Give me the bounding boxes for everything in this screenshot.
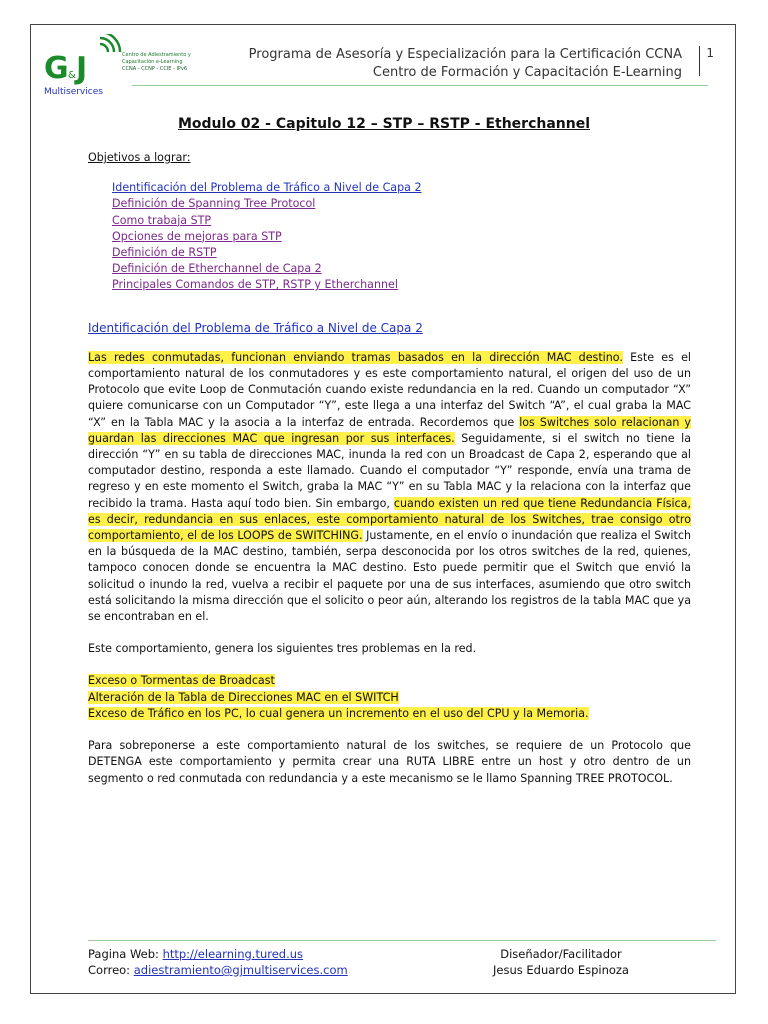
paragraph-text: Este es el comportamiento natural de los conmutadores y es este comportamiento natural, el origen del uso de un Protocolo que evite Loop de Conmutación cuando existe redundancia en la red. Cuando un computador “X” quiere comunicarse con un Computador “Y”, este llega a una interfaz del Switch “A”, el cual graba la MAC “X” en la Tabla MAC y la asocia a la interfaz de entrada. Recordemos que: [88, 350, 691, 429]
svg-text:J: J: [76, 51, 88, 86]
objectives-label: Objetivos a lograr:: [88, 151, 191, 164]
page-header: [42, 34, 722, 98]
problem-item: [88, 690, 691, 706]
footer-mail: [88, 962, 348, 978]
wifi-logo-icon: [42, 34, 132, 98]
author-role: Diseñador/Facilitador: [500, 947, 622, 961]
logo-caption-line: CCNA - CCNP - CCIE - IPv6: [122, 66, 188, 72]
author-name: Jesus Eduardo Espinoza: [493, 963, 629, 977]
section-heading: Identificación del Problema de Tráfico a Nivel de Capa 2: [88, 320, 423, 335]
footer-contact: [88, 946, 348, 978]
problem-list: [88, 673, 691, 722]
problem-item: [88, 706, 691, 722]
toc-link[interactable]: Definición de RSTP: [112, 246, 217, 260]
document-body: [88, 150, 691, 803]
header-title-line-2: Centro de Formación y Capacitación E-Learning: [372, 65, 682, 80]
highlight: cuando existen un red que tiene Redundancia Física, es decir, redundancia en sus enlaces, este comportamiento natural de los Switches, trae consigo otro comportamiento, el de los LOOPS de SWITCHING.: [88, 496, 691, 543]
toc-link[interactable]: Definición de Spanning Tree Protocol: [112, 197, 316, 211]
paragraph-2: Este comportamiento, genera los siguientes tres problemas en la red.: [88, 642, 477, 656]
page-number: 1: [699, 46, 714, 76]
toc-link[interactable]: Opciones de mejoras para STP: [112, 229, 282, 243]
paragraph-text: Seguidamente, si el switch no tiene la dirección “Y” en su tabla de direcciones MAC, inunda la red con un Broadcast de Capa 2, esperando que al computador destino, responda a este llamado. Cuando el computador “Y” responde, envía una trama de regreso y en este momento el Switch, graba la MAC “Y” en su Tabla MAC y la relaciona con la interfaz que recibido la trama. Hasta aquí todo bien. Sin embargo,: [88, 431, 691, 510]
logo-sub-text: Multiservices: [44, 87, 103, 97]
logo-caption-line: Centro de Adiestramiento y: [122, 52, 191, 58]
footer-web: [88, 946, 348, 962]
problem-text: Alteración de la Tabla de Direcciones MAC en el SWITCH: [88, 690, 399, 704]
toc-list: [88, 180, 691, 293]
toc-link[interactable]: Como trabaja STP: [112, 213, 212, 227]
toc-link[interactable]: Identificación del Problema de Tráfico a Nivel de Capa 2: [112, 181, 422, 195]
paragraph-1: [88, 350, 691, 625]
toc-link[interactable]: Principales Comandos de STP, RSTP y Etherchannel: [112, 278, 398, 292]
header-divider: [132, 85, 708, 86]
web-label: Pagina Web:: [88, 947, 159, 961]
highlight: los Switches solo relacionan y guardan las direcciones MAC que ingresan por sus interfaces.: [88, 415, 691, 445]
paragraph-3: Para sobreponerse a este comportamiento natural de los switches, se requiere de un Protocolo que DETENGA este comportamiento y permita crear una RUTA LIBRE entre un host y otro dentro de un segmento o red conmutada con redundancia y a este mecanismo se le llamo Spanning TREE PROTOCOL.: [88, 739, 691, 785]
header-title-line-1: Programa de Asesoría y Especialización para la Certificación CCNA: [248, 47, 682, 62]
logo-caption: [122, 52, 202, 73]
svg-text:G: G: [44, 51, 69, 86]
toc-link[interactable]: Definición de Etherchannel de Capa 2: [112, 262, 322, 276]
svg-text:&: &: [68, 70, 76, 81]
problem-item: [88, 673, 691, 689]
problem-text: Exceso o Tormentas de Broadcast: [88, 674, 275, 688]
logo-caption-line: Capacitación e-Learning: [122, 59, 183, 65]
highlight: Las redes conmutadas, funcionan enviando tramas basados en la dirección MAC destino.: [88, 350, 623, 364]
mail-link[interactable]: adiestramiento@gjmultiservices.com: [133, 963, 348, 977]
header-titles: [249, 46, 682, 82]
mail-label: Correo:: [88, 963, 131, 977]
problem-text: Exceso de Tráfico en los PC, lo cual genera un incremento en el uso del CPU y la Memoria.: [88, 706, 589, 720]
footer-divider: [88, 940, 716, 941]
web-link[interactable]: http://elearning.tured.us: [162, 947, 304, 961]
paragraph-text: Justamente, en el envío o inundación que realiza el Switch en la búsqueda de la MAC destino, también, serpa desconocida por los otros switches de la red, quienes, tampoco conocen donde se encuentra la MAC destino. Esto puede permitir que el Switch que envió la solicitud o inundo la red, vuelva a recibir el paquete por una de sus interfaces, asumiendo que otro switch está solicitando la misma dirección que el solicito o peor aún, alterando los registros de la tabla MAC que ya se encontraban en el.: [88, 529, 691, 624]
document-title: Modulo 02 - Capitulo 12 – STP – RSTP - Etherchannel: [177, 116, 591, 132]
footer-author: [486, 946, 636, 978]
logo: [42, 34, 132, 98]
